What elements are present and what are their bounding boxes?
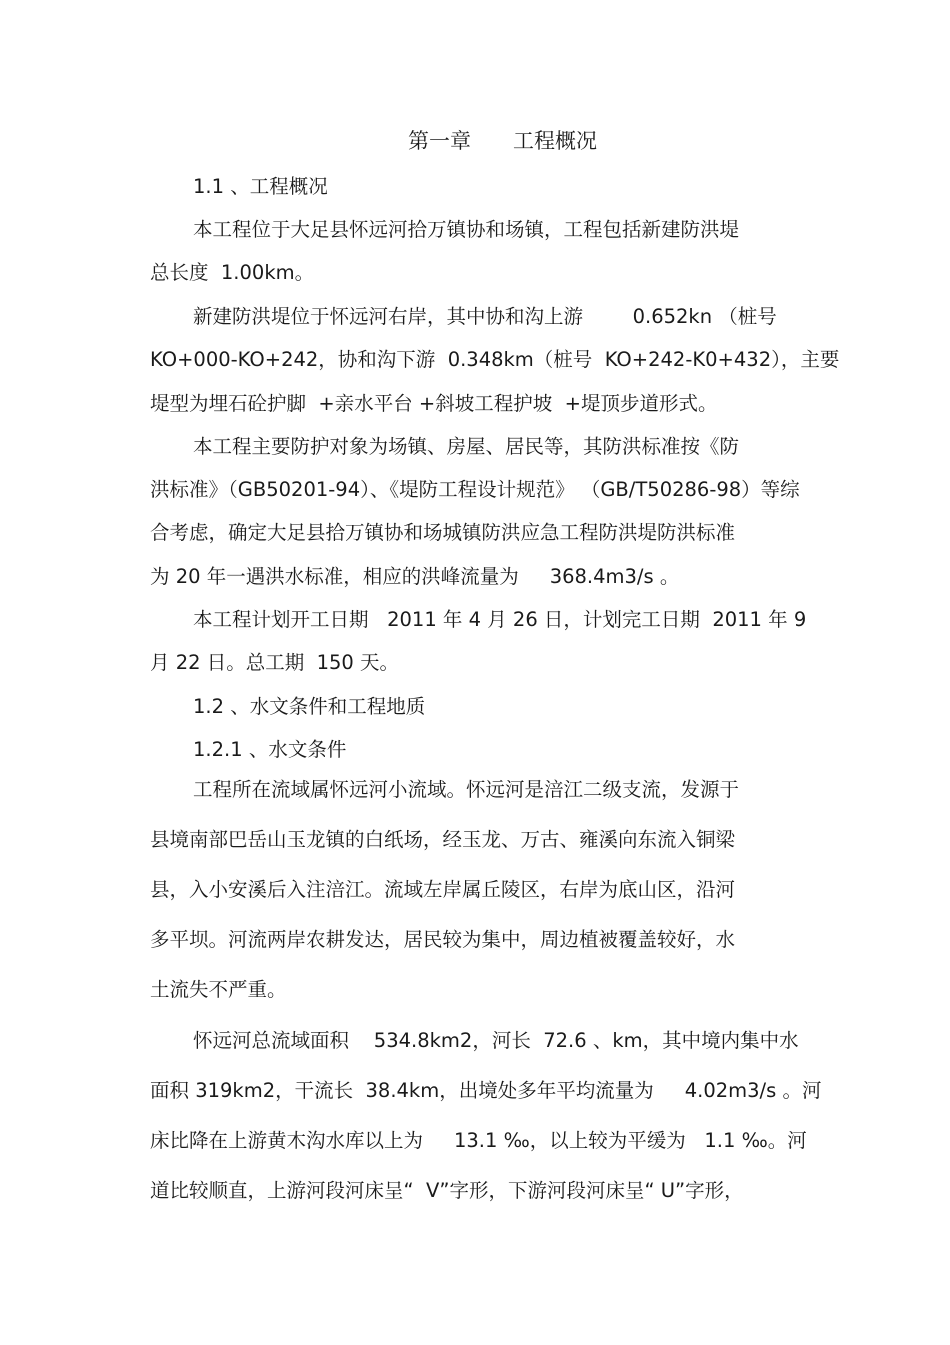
paragraph-line: 洪标准》（GB50201-94）、《堤防工程设计规范》 （GB/T50286-98）等综 xyxy=(150,478,800,501)
paragraph-line: 为 20 年一遇洪水标准，相应的洪峰流量为 368.4m3/s 。 xyxy=(150,565,680,588)
section-heading: 1.1 、工程概况 xyxy=(193,175,328,198)
paragraph-line: 总长度 1.00km。 xyxy=(150,261,315,284)
paragraph-line: 月 22 日。总工期 150 天。 xyxy=(150,651,400,674)
paragraph-line: 工程所在流域属怀远河小流域。怀远河是涪江二级支流，发源于 xyxy=(193,778,740,801)
paragraph-line: 合考虑，确定大足县拾万镇协和场城镇防洪应急工程防洪堤防洪标准 xyxy=(150,521,736,544)
paragraph-line: 土流失不严重。 xyxy=(150,978,287,1001)
paragraph-line: 本工程主要防护对象为场镇、房屋、居民等，其防洪标准按《防 xyxy=(193,435,740,458)
subsection-heading: 1.2.1 、水文条件 xyxy=(193,738,347,761)
paragraph-line: 堤型为埋石砼护脚 +亲水平台 +斜坡工程护坡 +堤顶步道形式。 xyxy=(150,392,718,415)
paragraph-line: 县，入小安溪后入注涪江。流域左岸属丘陵区，右岸为底山区，沿河 xyxy=(150,878,736,901)
paragraph-line: 县境南部巴岳山玉龙镇的白纸场，经玉龙、万古、雍溪向东流入铜梁 xyxy=(150,828,736,851)
paragraph-line: 本工程位于大足县怀远河拾万镇协和场镇，工程包括新建防洪堤 xyxy=(193,218,740,241)
paragraph-line: 床比降在上游黄木沟水库以上为 13.1 ‰，以上较为平缓为 1.1 ‰。河 xyxy=(150,1129,807,1152)
paragraph-line: 多平坝。河流两岸农耕发达，居民较为集中，周边植被覆盖较好，水 xyxy=(150,928,736,951)
chapter-title: 第一章 工程概况 xyxy=(408,129,597,153)
paragraph-line: 道比较顺直，上游河段河床呈“ V”字形，下游河段河床呈“ U”字形， xyxy=(150,1179,744,1202)
paragraph-line: 新建防洪堤位于怀远河右岸，其中协和沟上游 0.652kn （桩号 xyxy=(193,305,777,328)
paragraph-line: 怀远河总流域面积 534.8km2，河长 72.6 、km，其中境内集中水 xyxy=(193,1029,799,1052)
paragraph-line: KO+000-KO+242，协和沟下游 0.348km（桩号 KO+242-K0+432），主要 xyxy=(150,348,840,371)
paragraph-line: 面积 319km2，干流长 38.4km，出境处多年平均流量为 4.02m3/s 。河 xyxy=(150,1079,822,1102)
paragraph-line: 本工程计划开工日期 2011 年 4 月 26 日，计划完工日期 2011 年 9 xyxy=(193,608,807,631)
section-heading: 1.2 、水文条件和工程地质 xyxy=(193,695,426,718)
